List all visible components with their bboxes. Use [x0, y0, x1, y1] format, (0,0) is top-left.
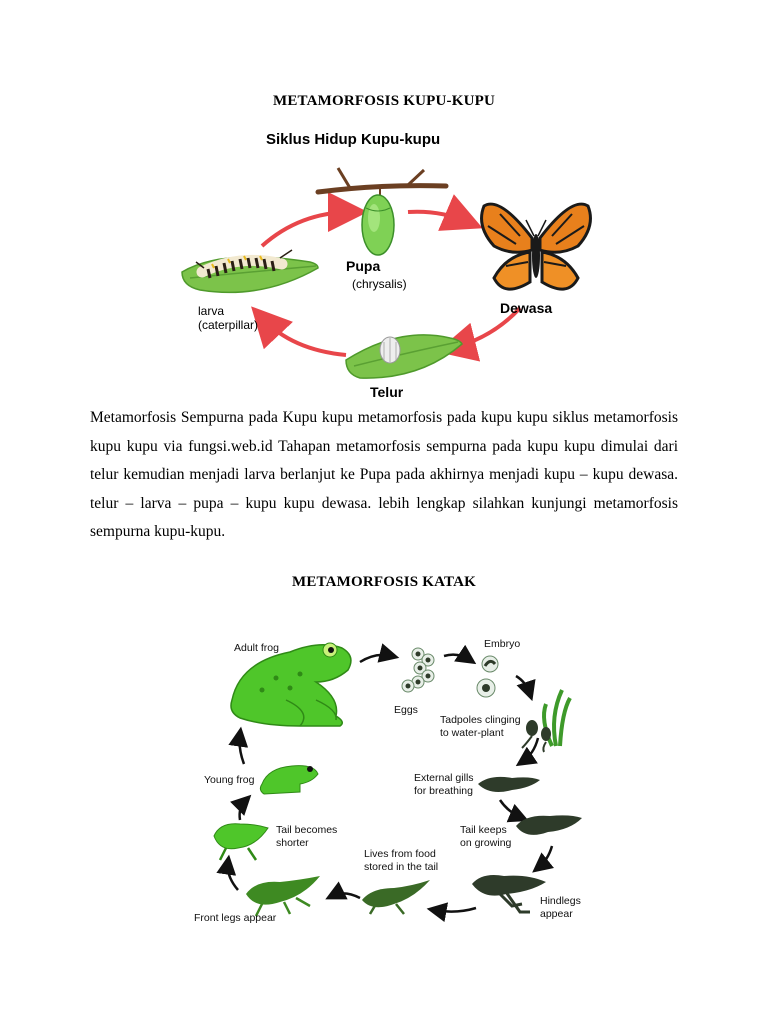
- butterfly-diagram-title: Siklus Hidup Kupu-kupu: [266, 131, 441, 148]
- frog-embryo: [477, 656, 498, 697]
- chrysalis: [362, 195, 394, 255]
- frog-heading: METAMORFOSIS KATAK: [291, 574, 477, 590]
- arrow-young-to-adult: [240, 734, 245, 764]
- butterfly-lifecycle-diagram: [0, 0, 768, 410]
- tadpole-tail-growing: [516, 815, 582, 835]
- label-tail-keeps-1: Tail keeps: [460, 824, 507, 836]
- frog-eggs: [402, 648, 434, 692]
- arrow-front-legs-to-tail-shorter: [228, 862, 238, 890]
- arrow-tadpoles-to-gills: [522, 738, 538, 762]
- larva-label: larva: [198, 304, 225, 318]
- young-frog: [260, 766, 318, 794]
- label-young-frog: Young frog: [204, 774, 255, 786]
- froglet-tail-shorter: [214, 824, 268, 860]
- frog-lifecycle-diagram: [0, 600, 768, 940]
- label-tail-shorter-2: shorter: [276, 837, 309, 849]
- label-adult-frog: Adult frog: [234, 642, 279, 654]
- arrow-tail-shorter-to-young: [240, 800, 246, 820]
- pupa-sub-label: (chrysalis): [352, 277, 407, 291]
- adult-label: Dewasa: [500, 300, 553, 316]
- butterfly-heading: METAMORFOSIS KUPU-KUPU: [272, 93, 496, 109]
- label-tadpoles-1: Tadpoles clinging: [440, 714, 521, 726]
- label-tail-shorter-1: Tail becomes: [276, 824, 338, 836]
- egg-label: Telur: [370, 384, 404, 400]
- monarch-butterfly: [482, 204, 591, 289]
- butterfly-paragraph: Metamorfosis Sempurna pada Kupu kupu metamorfosis pada kupu kupu siklus metamorfosis kupu kupu via fungsi.web.id Tahapan metamorfosis sempurna pada kupu kupu dimulai dari telur kemudian menjadi larva berlanjut ke Pupa pada akhirnya menjadi kupu – kupu dewasa. telur – larva – pupa – kupu kupu dewasa. lebih lengkap silahkan kunjungi metamorfosis sempurna kupu-kupu.: [90, 409, 678, 541]
- froglet-front-legs: [246, 876, 320, 916]
- arrow-gills-to-tail: [500, 800, 522, 818]
- tadpole-external-gills: [478, 777, 540, 792]
- egg-leaf: [346, 335, 462, 378]
- label-front-legs: Front legs appear: [194, 912, 277, 924]
- adult-frog: [231, 643, 351, 726]
- froglet-lives-from-tail: [362, 880, 430, 914]
- branch: [318, 168, 446, 196]
- label-gills-1: External gills: [414, 772, 474, 784]
- arrow-hindlegs-to-lives: [434, 908, 476, 912]
- arrow-egg-to-larva: [262, 318, 346, 355]
- arrow-pupa-to-adult: [408, 212, 468, 222]
- label-tail-keeps-2: on growing: [460, 837, 512, 849]
- label-lives-1: Lives from food: [364, 848, 436, 860]
- arrow-embryo-to-tadpoles: [516, 676, 530, 694]
- arrow-frog-to-eggs: [360, 655, 392, 662]
- arrow-eggs-to-embryo: [444, 655, 470, 660]
- label-tadpoles-2: to water-plant: [440, 727, 504, 739]
- label-lives-2: stored in the tail: [364, 861, 439, 873]
- larva-sub-label: (caterpillar): [198, 318, 259, 332]
- arrow-larva-to-pupa: [262, 212, 352, 246]
- butterfly-egg: [380, 337, 400, 363]
- label-gills-2: for breathing: [414, 785, 473, 797]
- arrow-tail-to-hindlegs: [538, 846, 552, 868]
- pupa-label: Pupa: [346, 258, 381, 274]
- label-hindlegs-1: Hindlegs: [540, 895, 581, 907]
- label-eggs: Eggs: [394, 704, 418, 716]
- label-hindlegs-2: appear: [540, 908, 573, 920]
- label-embryo: Embryo: [484, 638, 521, 650]
- arrow-lives-to-front-legs: [332, 893, 360, 898]
- tadpole-hindlegs: [472, 875, 546, 912]
- water-plant-tadpoles: [522, 690, 570, 752]
